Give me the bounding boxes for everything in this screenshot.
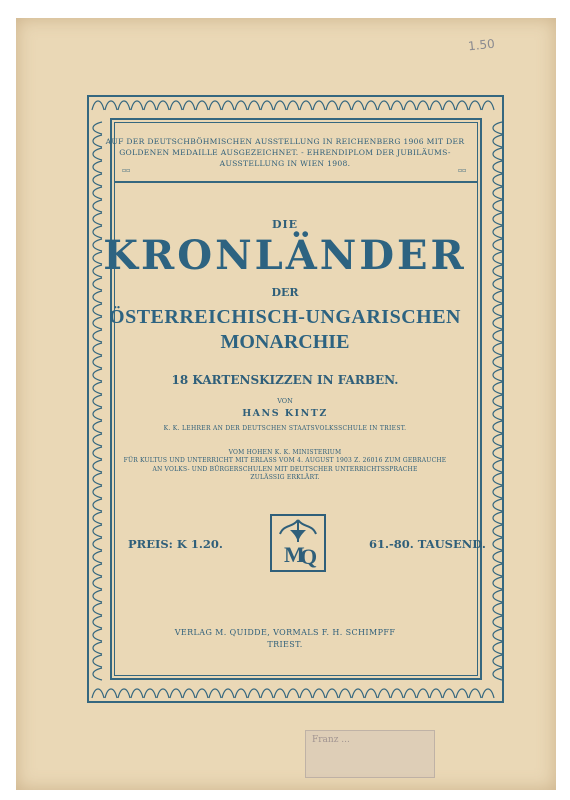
ornament-motif: [339, 101, 351, 110]
ornament-motif: [170, 689, 182, 698]
ornament-motif: [157, 689, 169, 698]
ornament-motif: [365, 101, 377, 110]
svg-text:Q: Q: [300, 544, 318, 569]
ornament-motif: [417, 689, 429, 698]
library-stamp: [305, 730, 435, 778]
ornament-motif: [274, 689, 286, 698]
ornament-motif: [118, 101, 130, 110]
ornament-motif: [493, 590, 502, 602]
square-ornament-left: ▫▫: [122, 167, 131, 174]
ornament-motif: [493, 551, 502, 563]
ornament-motif: [131, 101, 143, 110]
author-name: HANS KINTZ: [242, 408, 328, 419]
ornament-motif: [92, 689, 104, 698]
ornament-motif: [493, 174, 502, 186]
ornament-motif: [493, 668, 502, 680]
subtitle: 18 KARTENSKIZZEN IN FARBEN.: [171, 373, 399, 387]
ornament-motif: [183, 689, 195, 698]
ornament-motif: [339, 689, 351, 698]
ornament-motif: [93, 603, 102, 615]
pencil-price-note: 1.50: [467, 36, 496, 54]
ornament-motif: [326, 689, 338, 698]
publisher-text: VERLAG M. QUIDDE, VORMALS F. H. SCHIMPFF TRIEST.: [174, 628, 396, 649]
ornament-motif: [93, 499, 102, 511]
ornament-motif: [209, 101, 221, 110]
title-der: DER: [271, 286, 299, 299]
stamp-text: Franz ...: [312, 735, 350, 745]
ornament-motif: [222, 101, 234, 110]
ornament-motif: [235, 689, 247, 698]
ornament-motif: [93, 655, 102, 667]
ornament-motif: [144, 101, 156, 110]
ornament-motif: [493, 434, 502, 446]
ornament-motif: [93, 590, 102, 602]
ornament-motif: [493, 603, 502, 615]
title-main: KRONLÄNDER: [103, 232, 467, 279]
ornament-motif: [248, 689, 260, 698]
ornament-motif: [144, 689, 156, 698]
ornament-motif: [493, 577, 502, 589]
ornament-motif: [313, 101, 325, 110]
ornament-motif: [196, 101, 208, 110]
ornament-motif: [352, 689, 364, 698]
ornament-motif: [430, 101, 442, 110]
ornament-motif: [493, 200, 502, 212]
ornament-motif: [378, 689, 390, 698]
ornament-motif: [378, 101, 390, 110]
ornament-motif: [157, 101, 169, 110]
ornament-motif: [493, 538, 502, 550]
publisher-logo-icon: [270, 514, 326, 572]
ornament-motif: [118, 689, 130, 698]
ornament-motif: [93, 525, 102, 537]
ornament-motif: [93, 486, 102, 498]
price-label: PREIS: K 1.20.: [128, 537, 223, 551]
ornament-motif: [391, 689, 403, 698]
ornament-motif: [300, 689, 312, 698]
ornament-motif: [469, 101, 481, 110]
ornament-motif: [222, 689, 234, 698]
ornament-motif: [404, 101, 416, 110]
ornament-motif: [456, 689, 468, 698]
square-ornament-right: ▫▫: [458, 167, 467, 174]
ornament-motif: [261, 689, 273, 698]
ornament-motif: [326, 101, 338, 110]
ornament-motif: [105, 689, 117, 698]
ornament-motif: [443, 689, 455, 698]
title-line1: ÖSTERREICHISCH-UNGARISCHEN: [109, 306, 461, 328]
author-description: K. K. LEHRER AN DER DEUTSCHEN STAATSVOLKSSCHULE IN TRIEST.: [163, 425, 407, 432]
ornament-motif: [313, 689, 325, 698]
ornament-motif: [493, 356, 502, 368]
ornament-motif: [482, 101, 494, 110]
ornament-motif: [92, 101, 104, 110]
ornament-motif: [93, 356, 102, 368]
ornament-motif: [93, 668, 102, 680]
ornament-motif: [93, 434, 102, 446]
title-die: DIE: [271, 218, 299, 231]
ornament-motif: [93, 564, 102, 576]
ornament-motif: [443, 101, 455, 110]
ornament-motif: [493, 486, 502, 498]
ornament-motif: [170, 101, 182, 110]
ornament-motif: [93, 577, 102, 589]
ornament-motif: [93, 174, 102, 186]
von-label: VON: [277, 397, 293, 405]
ministry-approval: VOM HOHEN K. K. MINISTERIUM FÜR KULTUS UND UNTERRICHT MIT ERLASS VOM 4. AUGUST 1903 Z. 26016 ZUM GEBRAUCHE AN VOLKS- UND BÜRGERSCHULEN MIT DEUTSCHER UNTERRICHTSSPRACHE ZULÄSSIG ERKLÄRT.: [123, 449, 447, 481]
ornament-motif: [287, 101, 299, 110]
svg-text:M: M: [284, 542, 305, 567]
ornament-motif: [493, 564, 502, 576]
ornament-motif: [93, 538, 102, 550]
ornament-motif: [183, 101, 195, 110]
ornament-motif: [469, 689, 481, 698]
ornament-motif: [93, 200, 102, 212]
ornament-motif: [352, 101, 364, 110]
ornament-motif: [493, 525, 502, 537]
ornament-motif: [493, 499, 502, 511]
ornament-motif: [196, 689, 208, 698]
ornament-motif: [274, 101, 286, 110]
ornament-motif: [287, 689, 299, 698]
ornament-motif: [93, 187, 102, 199]
ornament-motif: [93, 512, 102, 524]
ornament-motif: [482, 689, 494, 698]
ornament-motif: [300, 101, 312, 110]
ornament-motif: [493, 122, 502, 134]
ornament-motif: [493, 655, 502, 667]
edition-label: 61.-80. TAUSEND.: [369, 537, 486, 551]
ornament-motif: [93, 551, 102, 563]
ornament-motif: [105, 101, 117, 110]
ornament-motif: [456, 101, 468, 110]
ornament-motif: [404, 689, 416, 698]
ornament-motif: [493, 512, 502, 524]
ornament-motif: [365, 689, 377, 698]
ornament-motif: [248, 101, 260, 110]
ornament-motif: [391, 101, 403, 110]
ornament-motif: [417, 101, 429, 110]
ornament-motif: [131, 689, 143, 698]
award-text: AUF DER DEUTSCHBÖHMISCHEN AUSSTELLUNG IN REICHENBERG 1906 MIT DER GOLDENEN MEDAILLE AUSGEZEICHNET. - EHRENDIPLOM DER JUBILÄUMS- AUSSTELLUNG IN WIEN 1908.: [105, 137, 465, 168]
ornament-motif: [209, 689, 221, 698]
ornament-motif: [235, 101, 247, 110]
ornament-motif: [261, 101, 273, 110]
ornament-motif: [430, 689, 442, 698]
title-line2: MONARCHIE: [220, 331, 350, 353]
ornament-motif: [93, 122, 102, 134]
ornament-motif: [493, 187, 502, 199]
